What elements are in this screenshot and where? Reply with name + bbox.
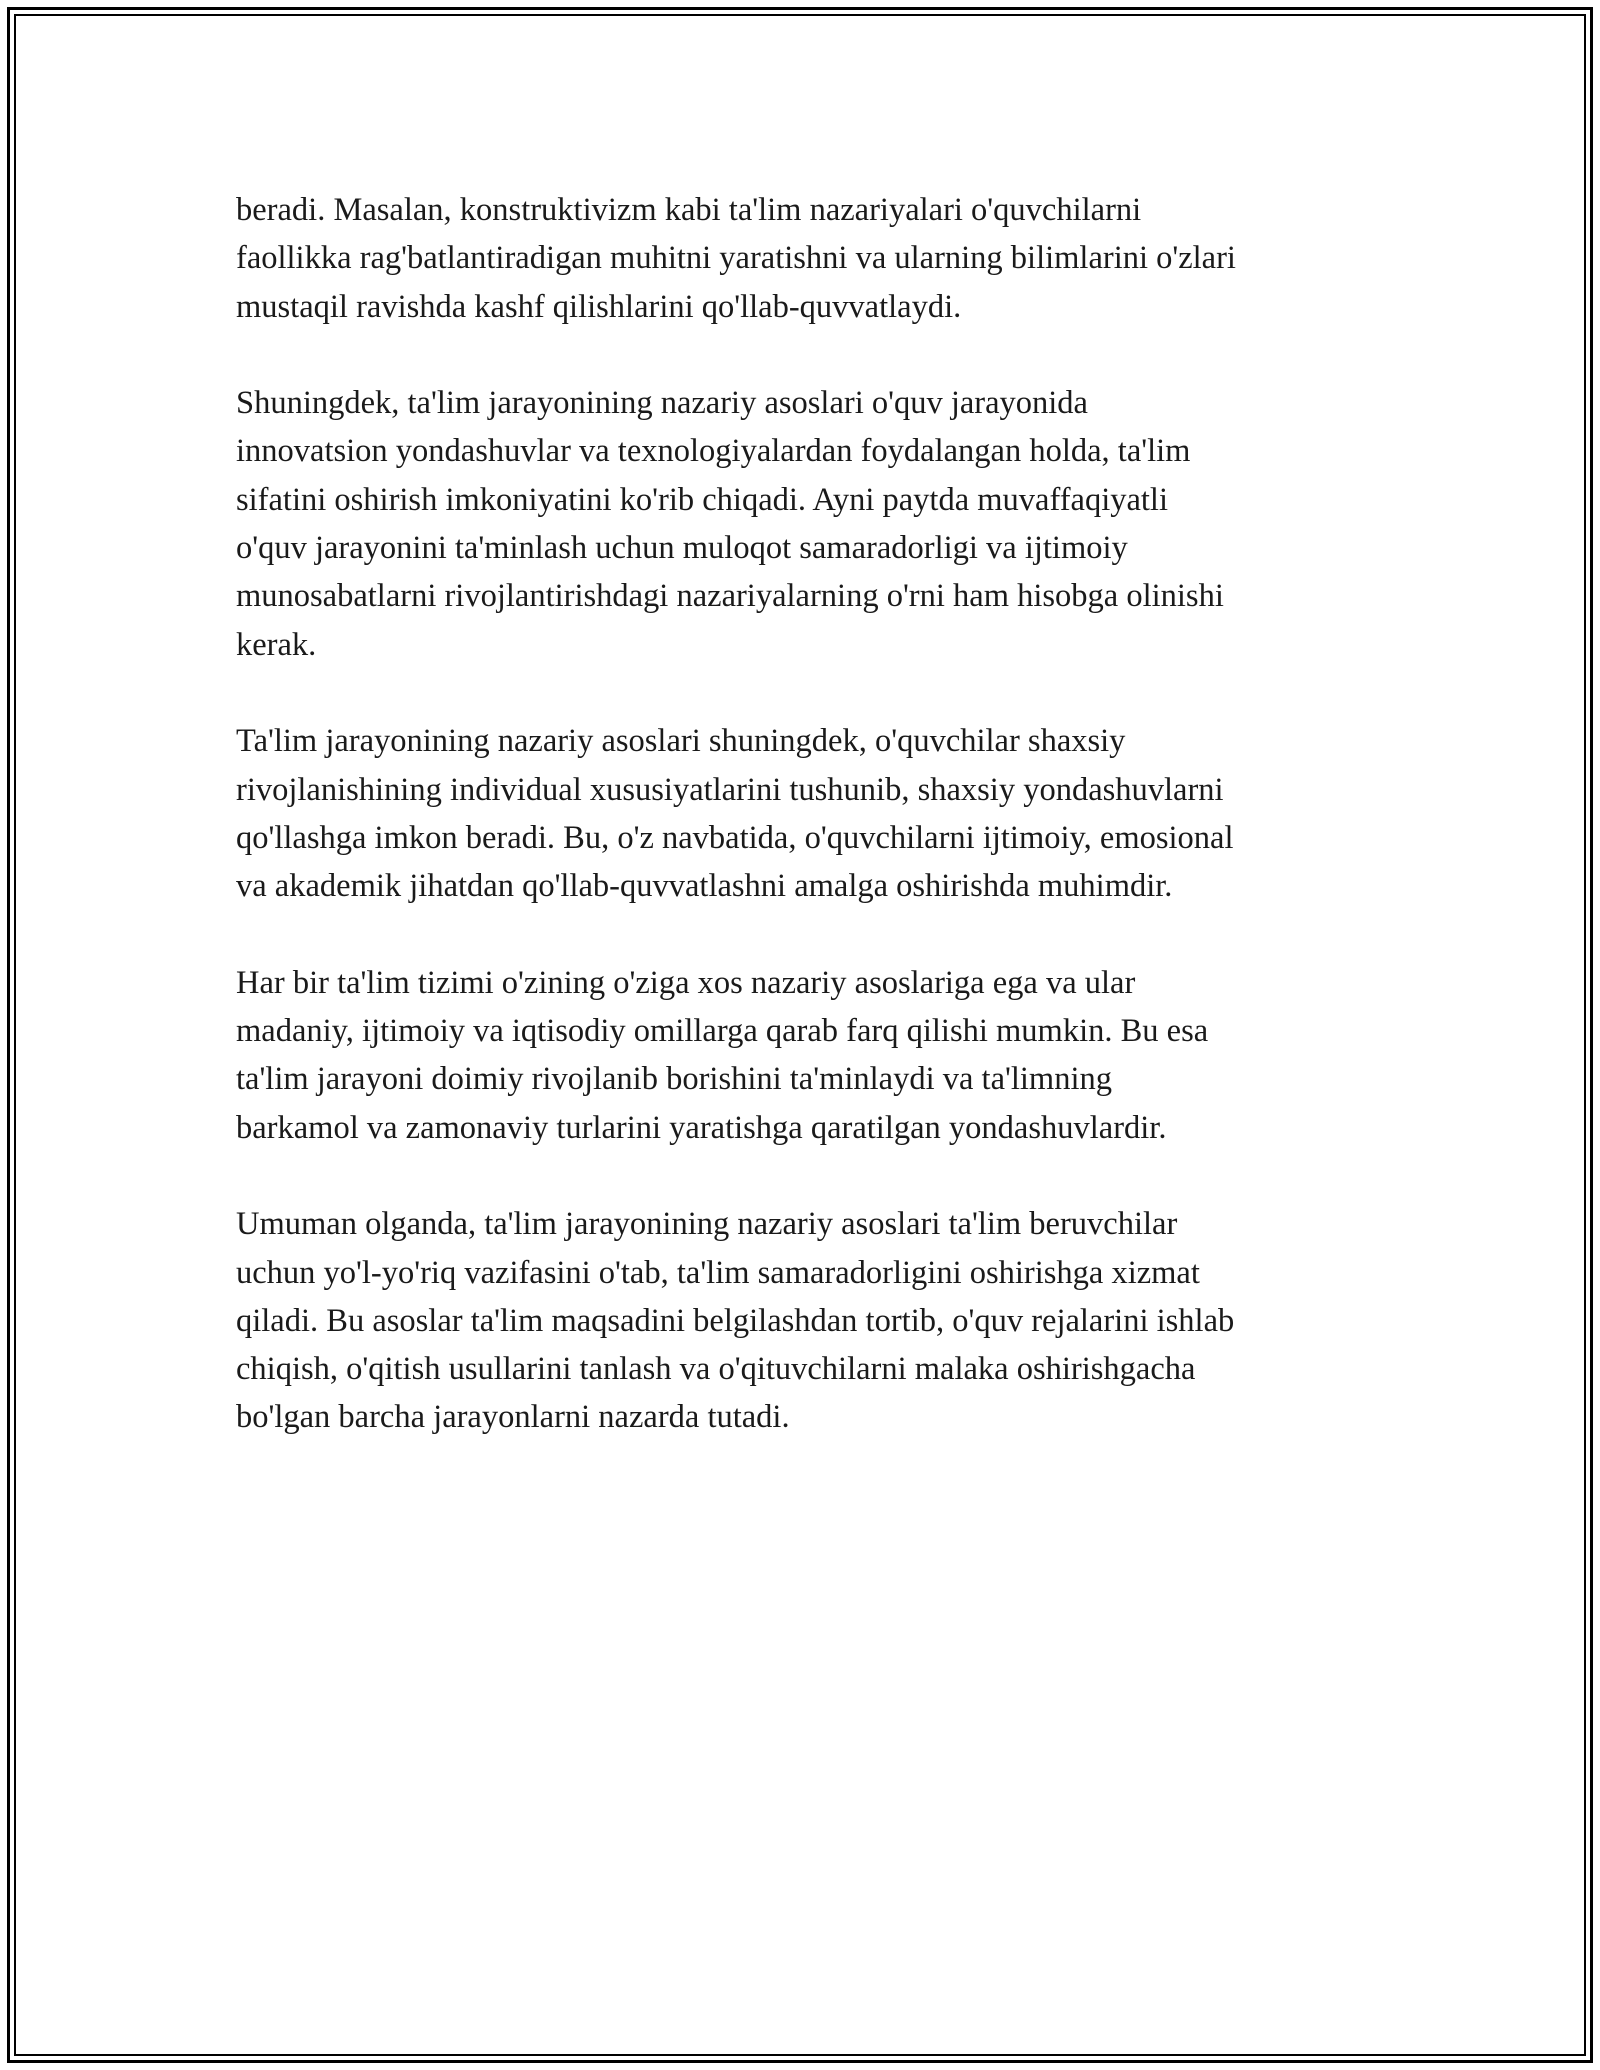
text-line: kerak. <box>236 626 317 663</box>
paragraph-1 <box>236 186 1386 331</box>
text-line: ta'lim jarayoni doimiy rivojlanib borishini ta'minlaydi va ta'limning <box>236 1061 1112 1098</box>
text-line: rivojlanishining individual xususiyatlarini tushunib, shaxsiy yondashuvlarni <box>236 771 1224 808</box>
text-line: barkamol va zamonaviy turlarini yaratishga qaratilgan yondashuvlardir. <box>236 1109 1167 1146</box>
paragraph-3 <box>236 717 1386 910</box>
text-line: uchun yo'l-yo'riq vazifasini o'tab, ta'lim samaradorligini oshirishga xizmat <box>236 1254 1200 1291</box>
text-line: sifatini oshirish imkoniyatini ko'rib chiqadi. Ayni paytda muvaffaqiyatli <box>236 481 1168 518</box>
text-line: faollikka rag'batlantiradigan muhitni yaratishni va ularning bilimlarini o'zlari <box>236 240 1236 277</box>
text-line: mustaqil ravishda kashf qilishlarini qo'llab-quvvatlaydi. <box>236 288 962 325</box>
text-line: munosabatlarni rivojlantirishdagi nazariyalarning o'rni ham hisobga olinishi <box>236 578 1224 615</box>
text-line: Har bir ta'lim tizimi o'zining o'ziga xos nazariy asoslariga ega va ular <box>236 964 1136 1001</box>
text-line: beradi. Masalan, konstruktivizm kabi ta'lim nazariyalari o'quvchilarni <box>236 192 1142 228</box>
paragraph-2 <box>236 379 1386 669</box>
text-line: Shuningdek, ta'lim jarayonining nazariy asoslari o'quv jarayonida <box>236 385 1088 422</box>
paragraph-5 <box>236 1200 1386 1441</box>
text-line: o'quv jarayonini ta'minlash uchun muloqot samaradorligi va ijtimoiy <box>236 530 1128 567</box>
document-body <box>236 186 1386 1490</box>
text-line: Umuman olganda, ta'lim jarayonining nazariy asoslari ta'lim beruvchilar <box>236 1206 1178 1243</box>
text-line: qo'llashga imkon beradi. Bu, o'z navbatida, o'quvchilarni ijtimoiy, emosional <box>236 819 1234 856</box>
text-line: innovatsion yondashuvlar va texnologiyalardan foydalangan holda, ta'lim <box>236 433 1191 470</box>
text-line: qiladi. Bu asoslar ta'lim maqsadini belgilashdan tortib, o'quv rejalarini ishlab <box>236 1302 1235 1339</box>
text-line: madaniy, ijtimoiy va iqtisodiy omillarga qarab farq qilishi mumkin. Bu esa <box>236 1013 1209 1050</box>
text-line: chiqish, o'qitish usullarini tanlash va o'qituvchilarni malaka oshirishgacha <box>236 1351 1196 1388</box>
text-line: Ta'lim jarayonining nazariy asoslari shuningdek, o'quvchilar shaxsiy <box>236 723 1126 760</box>
text-line: bo'lgan barcha jarayonlarni nazarda tutadi. <box>236 1399 790 1436</box>
text-line: va akademik jihatdan qo'llab-quvvatlashni amalga oshirishda muhimdir. <box>236 868 1173 905</box>
paragraph-4 <box>236 959 1386 1152</box>
